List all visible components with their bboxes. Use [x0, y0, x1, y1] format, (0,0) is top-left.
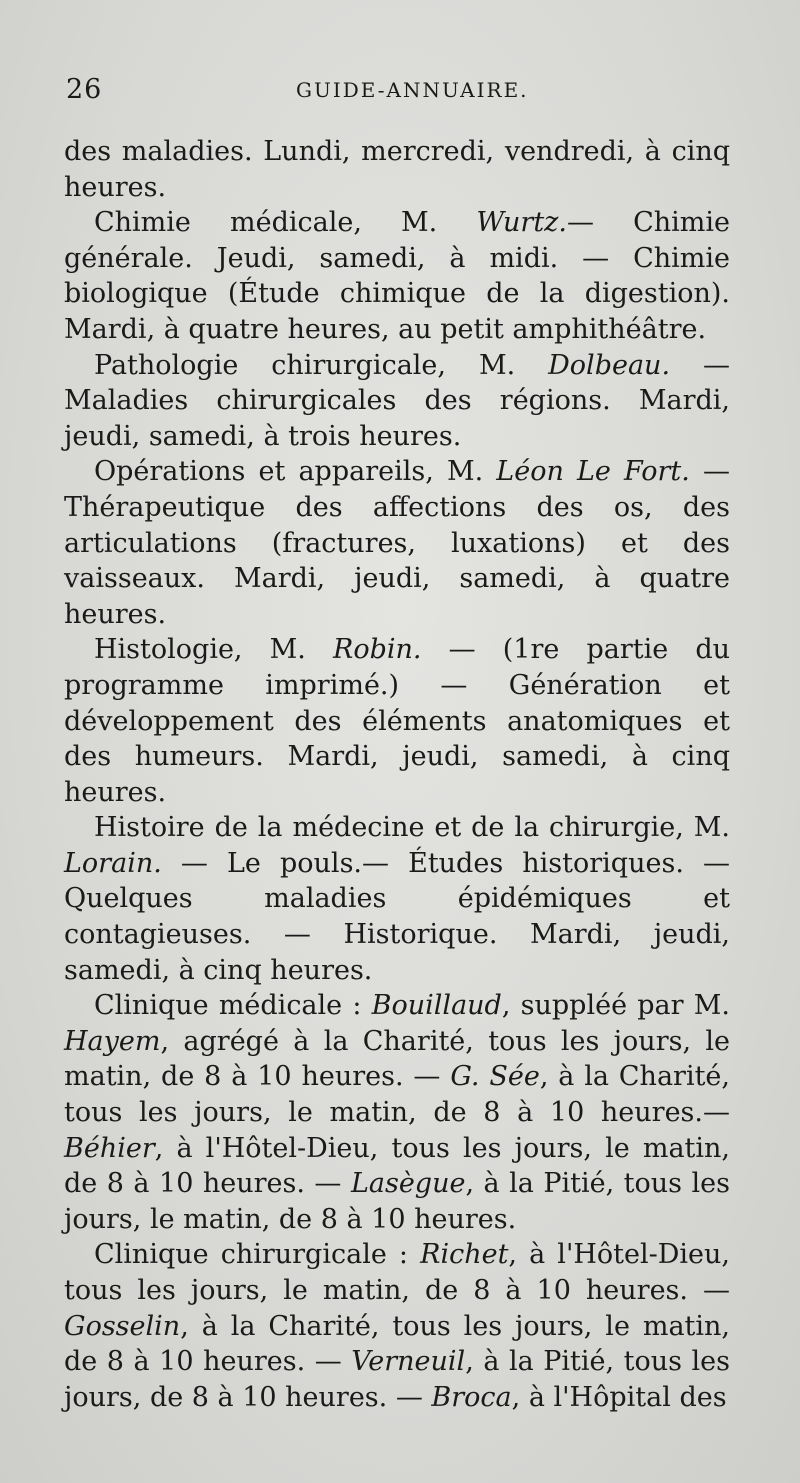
paragraph — [64, 988, 730, 1237]
running-title: GUIDE-ANNUAIRE. — [296, 78, 529, 102]
italic-name: Lasègue — [350, 1168, 466, 1200]
text-segment: , à la Pitié, tous les jours, le matin, de 8 à 10 heures. — [64, 1168, 730, 1235]
text-segment: des maladies. Lundi, mercredi, vendredi, à cinq heures. — [64, 136, 730, 203]
paragraph — [64, 134, 730, 205]
page-number: 26 — [66, 74, 103, 105]
text-segment: Clinique médicale : — [94, 990, 372, 1022]
italic-name: Robin. — [333, 634, 422, 666]
paragraph — [64, 205, 730, 347]
italic-name: Gosselin — [64, 1310, 181, 1342]
text-segment: , à l'Hôtel-Dieu, tous les jours, le matin, de 8 à 10 heures. — — [64, 1239, 730, 1306]
paragraph — [64, 348, 730, 455]
italic-name: Léon Le Fort. — [496, 456, 690, 488]
paragraph — [64, 454, 730, 632]
text-segment: Clinique chirurgicale : — [94, 1239, 421, 1271]
text-segment: , à l'Hôpital des — [511, 1381, 727, 1413]
text-segment: Opérations et appareils, M. — [94, 456, 497, 488]
text-segment: , suppléé par M. — [501, 990, 730, 1022]
paragraph — [64, 810, 730, 988]
italic-name: Verneuil — [351, 1346, 466, 1378]
text-segment: Chimie médicale, M. — [94, 207, 477, 239]
text-segment: Histologie, M. — [94, 634, 333, 666]
text-segment: , à la Charité, tous les jours, le matin, de 8 à 10 heures. — — [64, 1310, 730, 1378]
text-segment: Histoire de la médecine et de la chirurgie, M. — [94, 812, 730, 844]
text-segment: , agrégé à la Charité, tous les jours, le matin, de 8 à 10 heures. — — [64, 1025, 730, 1093]
italic-name: Hayem — [64, 1025, 161, 1057]
text-segment: Pathologie chirurgicale, M. — [94, 349, 549, 381]
italic-name: Wurtz. — [476, 207, 567, 239]
text-segment: — Chimie générale. Jeudi, samedi, à midi. — Chimie biologique (Étude chimique de la digestion). Mardi, à quatre heures, au petit amphithéâtre. — [64, 207, 731, 345]
text-segment: — Le pouls.— Études historiques. — Quelques maladies épidémiques et contagieuses. — Historique. Mardi, jeudi, samedi, à cinq heures. — [64, 847, 730, 986]
text-segment: , à la Charité, tous les jours, le matin, de 8 à 10 heures.— — [64, 1061, 730, 1129]
page-header — [66, 74, 726, 114]
text-segment: , à l'Hôtel-Dieu, tous les jours, le matin, de 8 à 10 heures. — — [64, 1132, 730, 1200]
paragraph — [64, 632, 730, 810]
italic-name: G. Sée — [450, 1061, 540, 1093]
italic-name: Dolbeau. — [548, 349, 671, 381]
italic-name: Lorain. — [64, 847, 162, 879]
body-text — [64, 134, 730, 1415]
text-segment: — (1re partie du programme imprimé.) — Génération et développement des éléments anatomiques et des humeurs. Mardi, jeudi, samedi, à cinq heures. — [64, 634, 730, 808]
paragraph — [64, 1237, 730, 1415]
italic-name: Richet — [420, 1239, 509, 1271]
italic-name: Béhier — [64, 1132, 155, 1164]
text-segment: , à la Pitié, tous les jours, de 8 à 10 heures. — — [64, 1346, 730, 1413]
text-segment: — Thérapeutique des affections des os, des articulations (fractures, luxations) et des vaisseaux. Mardi, jeudi, samedi, à quatre heures. — [64, 456, 730, 630]
italic-name: Broca — [431, 1381, 512, 1413]
italic-name: Bouillaud — [371, 990, 502, 1022]
text-segment: — Maladies chirurgicales des régions. Mardi, jeudi, samedi, à trois heures. — [64, 349, 730, 452]
